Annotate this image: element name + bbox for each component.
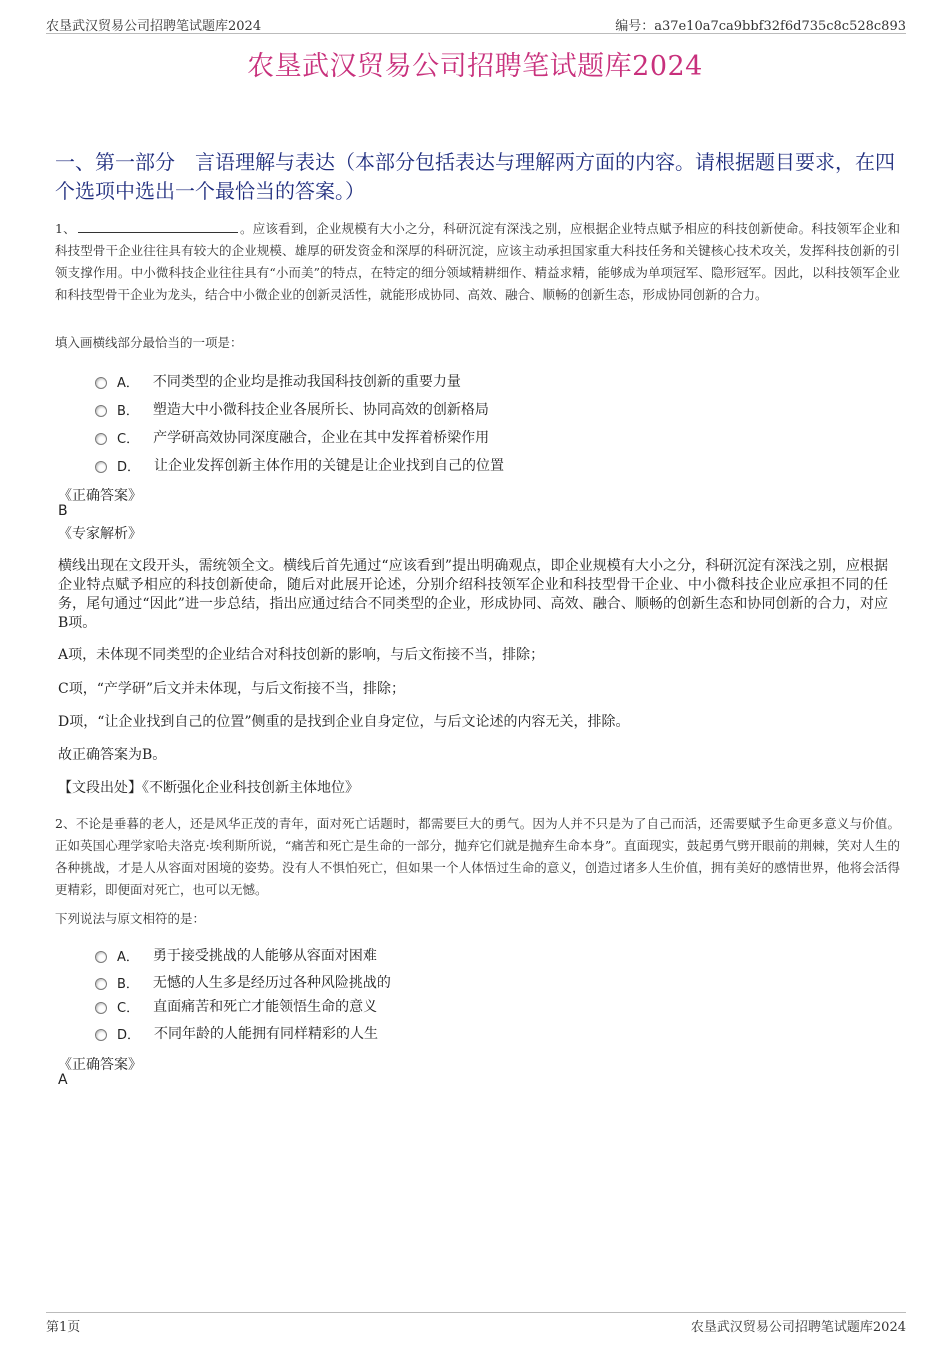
- radio-icon[interactable]: [95, 951, 107, 963]
- footer-title: 农垦武汉贸易公司招聘笔试题库2024: [690, 1320, 906, 1335]
- page-title: 农垦武汉贸易公司招聘笔试题库2024: [247, 51, 703, 82]
- option-letter: A．: [117, 949, 139, 965]
- q1-option-a[interactable]: [95, 371, 461, 391]
- radio-icon[interactable]: [95, 1029, 107, 1041]
- option-letter: B．: [117, 403, 139, 419]
- section-heading: 一、第一部分 言语理解与表达（本部分包括表达与理解两方面的内容。请根据题目要求，在四个选项中选出一个最恰当的答案。）: [55, 150, 895, 203]
- q1-analysis-label: 《专家解析》: [58, 526, 142, 542]
- q1-answer: B: [58, 503, 68, 519]
- q1-analysis-a: A项，未体现不同类型的企业结合对科技创新的影响，与后文衔接不当，排除；: [58, 647, 545, 663]
- header-left: 农垦武汉贸易公司招聘笔试题库2024: [46, 19, 262, 34]
- q2-option-a[interactable]: [95, 945, 377, 965]
- option-text: 勇于接受挑战的人能够从容面对困难: [152, 948, 377, 964]
- footer-divider: [46, 1312, 906, 1313]
- option-text: 让企业发挥创新主体作用的关键是让企业找到自己的位置: [154, 458, 505, 474]
- option-text: 不同类型的企业均是推动我国科技创新的重要力量: [152, 374, 461, 390]
- option-letter: C．: [117, 1000, 140, 1016]
- option-letter: B．: [117, 976, 139, 992]
- q1-option-c[interactable]: [95, 427, 489, 447]
- q1-option-d[interactable]: [95, 455, 504, 475]
- q2-option-d[interactable]: [95, 1023, 378, 1043]
- option-letter: C．: [117, 431, 140, 447]
- option-text: 塑造大中小微科技企业各展所长、协同高效的创新格局: [152, 402, 489, 418]
- radio-icon[interactable]: [95, 377, 107, 389]
- option-text: 直面痛苦和死亡才能领悟生命的意义: [153, 999, 378, 1015]
- q1-analysis-c: C项，“产学研”后文并未体现，与后文衔接不当，排除；: [58, 681, 406, 697]
- radio-icon[interactable]: [95, 405, 107, 417]
- question-1-number: 1、: [55, 221, 76, 236]
- header-right: 编号：a37e10a7ca9bbf32f6d735c8c528c893: [615, 19, 906, 34]
- question-2-prompt: 下列说法与原文相符的是：: [55, 911, 206, 926]
- q2-answer-label: 《正确答案》: [58, 1057, 142, 1073]
- option-letter: D．: [117, 459, 141, 475]
- q2-answer: A: [58, 1072, 68, 1088]
- q1-option-b[interactable]: [95, 399, 489, 419]
- q2-option-c[interactable]: [95, 996, 377, 1016]
- radio-icon[interactable]: [95, 433, 107, 445]
- option-text: 产学研高效协同深度融合，企业在其中发挥着桥梁作用: [153, 430, 490, 446]
- question-1-text: [55, 218, 900, 306]
- q1-answer-label: 《正确答案》: [58, 488, 142, 504]
- option-letter: D．: [117, 1027, 141, 1043]
- q1-analysis-d: D项，“让企业找到自己的位置”侧重的是找到企业自身定位，与后文论述的内容无关，排除。: [58, 714, 630, 730]
- radio-icon[interactable]: [95, 978, 107, 990]
- q1-source: 【文段出处】《不断强化企业科技创新主体地位》: [58, 780, 359, 796]
- header-divider: [46, 33, 906, 34]
- q2-option-b[interactable]: [95, 972, 391, 992]
- radio-icon[interactable]: [95, 1002, 107, 1014]
- question-2-text: 2、不论是垂暮的老人，还是风华正茂的青年，面对死亡话题时，都需要巨大的勇气。因为人并不只是为了自己而活，还需要赋予生命更多意义与价值。正如英国心理学家哈夫洛克·埃利斯所说，“痛苦和死亡是生命的一部分，抛弃它们就是抛弃生命本身”。直面现实，鼓起勇气劈开眼前的荆棘，笑对人生的各种挑战，才是人从容面对困境的姿势。没有人不惧怕死亡，但如果一个人体悟过生命的意义，创造过诸多人生价值，拥有美好的感情世界，他将会活得更精彩，即便面对死亡，也可以无憾。: [55, 816, 900, 897]
- fill-blank: [78, 222, 238, 233]
- radio-icon[interactable]: [95, 461, 107, 473]
- question-1-prompt: 填入画横线部分最恰当的一项是：: [55, 335, 243, 350]
- page-number: 第1页: [46, 1320, 81, 1335]
- q1-analysis-conclusion: 故正确答案为B。: [58, 747, 167, 763]
- option-text: 不同年龄的人能拥有同样精彩的人生: [154, 1026, 379, 1042]
- question-1-body: 。应该看到，企业规模有大小之分，科研沉淀有深浅之别，应根据企业特点赋予相应的科技创新使命。科技领军企业和科技型骨干企业往往具有较大的企业规模、雄厚的研发资金和深厚的科研沉淀，应该主动承担国家重大科技任务和关键核心技术攻关，发挥科技创新的引领支撑作用。中小微科技企业往往具有“小而美”的特点，在特定的细分领域精耕细作、精益求精，能够成为单项冠军、隐形冠军。因此，以科技领军企业和科技型骨干企业为龙头，结合中小微企业的创新灵活性，就能形成协同、高效、融合、顺畅的创新生态，形成协同创新的合力。: [55, 221, 900, 302]
- q1-analysis-main: 横线出现在文段开头，需统领全文。横线后首先通过“应该看到”提出明确观点，即企业规模有大小之分，科研沉淀有深浅之别，应根据企业特点赋予相应的科技创新使命，随后对此展开论述，分别介绍科技领军企业和科技型骨干企业、中小微科技企业应承担不同的任务，尾句通过“因此”进一步总结，指出应通过结合不同类型的企业，形成协同、高效、融合、顺畅的创新生态和协同创新的合力，对应B项。: [58, 558, 888, 631]
- option-letter: A．: [117, 375, 139, 391]
- option-text: 无憾的人生多是经历过各种风险挑战的: [152, 975, 391, 991]
